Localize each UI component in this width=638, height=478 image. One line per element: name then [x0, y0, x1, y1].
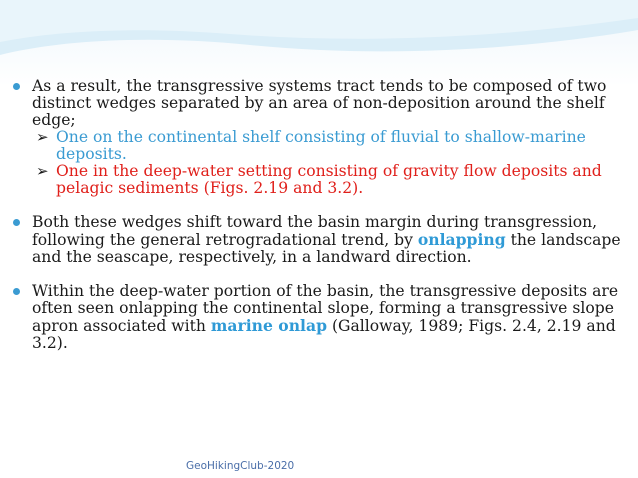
paragraph-3-text-end: (Galloway, 1989; Figs. 2.4, 2.19 and 3.2). [32, 317, 616, 352]
circle-bullet-icon [13, 219, 20, 226]
keyword-onlapping: onlapping [417, 230, 506, 249]
circle-bullet-icon [13, 83, 20, 90]
bullet-paragraph-3 [10, 283, 630, 352]
bullet-paragraph-1 [10, 78, 630, 129]
sub-bullet-2 [10, 163, 630, 197]
paragraph-1-text: As a result, the transgressive systems tract tends to be composed of two distinct wedges separated by an area of non-deposition around the shelf edge; [32, 77, 607, 129]
arrow-bullet-icon: ➢ [36, 162, 49, 180]
paragraph-2-text-end: the landscape and the seascape, respectively, in a landward direction. [32, 231, 621, 266]
paragraph-2-text-start: Both these wedges shift toward the basin margin during transgression, following the general retrogradational trend, by [32, 213, 598, 249]
header-swoosh-decoration [0, 0, 638, 70]
arrow-bullet-icon: ➢ [36, 128, 49, 146]
sub-bullet-1 [10, 129, 630, 163]
footer-credit: GeoHikingClub-2020 [186, 460, 295, 472]
sub-bullet-2-text: One in the deep-water setting consisting of gravity flow deposits and pelagic sediments (Figs. 2.19 and 3.2). [56, 162, 602, 197]
sub-bullet-1-text: One on the continental shelf consisting of fluvial to shallow-marine deposits. [56, 128, 586, 163]
circle-bullet-icon [13, 288, 20, 295]
bullet-paragraph-2 [10, 214, 630, 266]
slide-body [10, 78, 630, 352]
keyword-marine-onlap: marine onlap [210, 316, 327, 335]
paragraph-3-text-start: Within the deep-water portion of the basin, the transgressive deposits are often seen onlapping the continental slope, forming a transgressive slope apron associated with [32, 282, 619, 335]
